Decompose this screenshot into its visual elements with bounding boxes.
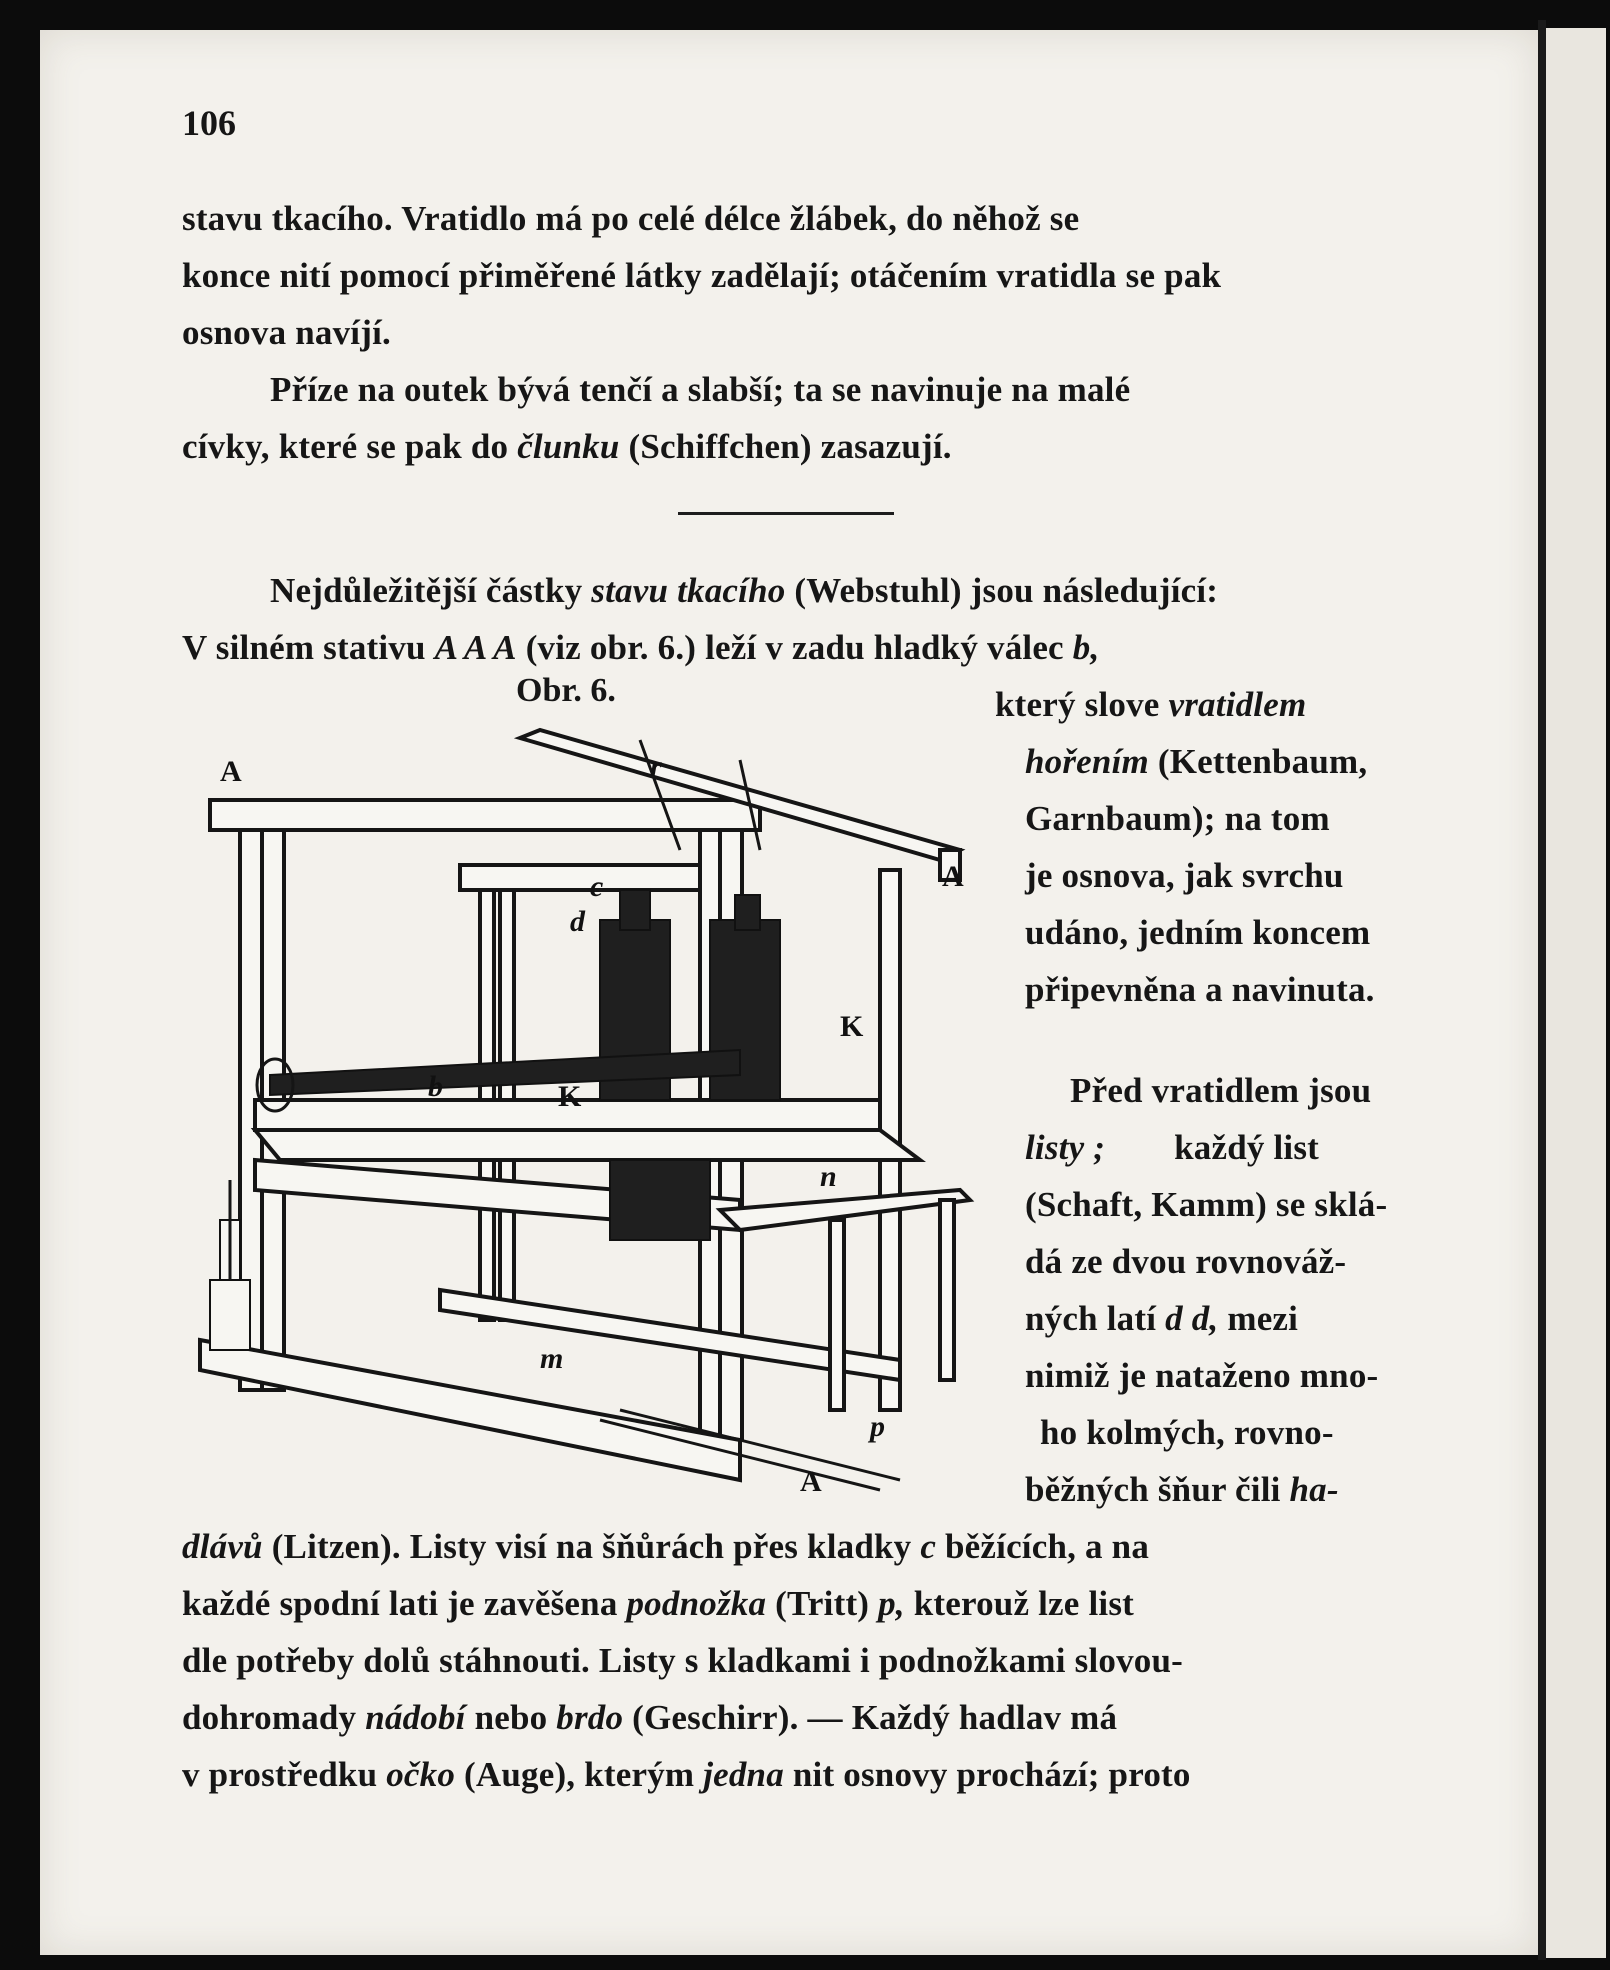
line-text: mezi xyxy=(1227,1299,1299,1338)
text-line xyxy=(1025,1233,1346,1290)
italic-term: hořením xyxy=(1025,742,1149,781)
line-text: stavu tkacího. Vratidlo má po celé délce žlábek, do něhož se xyxy=(182,199,1080,238)
text-line xyxy=(182,1632,1183,1689)
line-text: běžících, a na xyxy=(945,1527,1150,1566)
figure-label: K xyxy=(840,1010,864,1043)
text-line xyxy=(182,1575,1134,1632)
figure-label: p xyxy=(870,1410,885,1443)
italic-term: d d, xyxy=(1165,1299,1219,1338)
line-text: (Auge), kterým xyxy=(464,1755,695,1794)
line-text: Příze na outek bývá tenčí a slabší; ta se navinuje na malé xyxy=(270,370,1131,409)
line-text: nit osnovy prochází; proto xyxy=(792,1755,1191,1794)
line-text: (Schiffchen) zasazují. xyxy=(628,427,952,466)
figure-caption: Obr. 6. xyxy=(516,672,616,709)
figure-label: r xyxy=(650,750,662,783)
line-text: Před vratidlem jsou xyxy=(1070,1071,1372,1110)
text-line xyxy=(270,562,1218,619)
text-line xyxy=(1025,1461,1339,1518)
line-text: (Schaft, Kamm) se sklá- xyxy=(1025,1185,1388,1224)
line-text: Garnbaum); na tom xyxy=(1025,799,1330,838)
text-line xyxy=(1025,1176,1387,1233)
line-text: nebo xyxy=(474,1698,548,1737)
italic-term: c xyxy=(920,1527,937,1566)
page-number: 106 xyxy=(182,103,236,143)
text-line xyxy=(182,1689,1117,1746)
line-text: dá ze dvou rovnováž- xyxy=(1025,1242,1347,1281)
next-page-edge xyxy=(1546,28,1606,1958)
italic-term: A A A xyxy=(434,628,517,667)
line-text: Nejdůležitější částky xyxy=(270,571,583,610)
figure-label: A xyxy=(942,860,964,893)
italic-term: nádobí xyxy=(365,1698,466,1737)
line-text: (Tritt) xyxy=(775,1584,870,1623)
figure-label: A xyxy=(220,755,242,788)
line-text: osnova navíjí. xyxy=(182,313,391,352)
line-text: dohromady xyxy=(182,1698,357,1737)
line-text: konce nití pomocí přiměřené látky zadělají; otáčením vratidla se pak xyxy=(182,256,1222,295)
italic-term: brdo xyxy=(556,1698,624,1737)
text-line xyxy=(1025,1347,1378,1404)
figure-label: A xyxy=(800,1465,822,1498)
line-text: běžných šňur čili xyxy=(1025,1470,1281,1509)
text-line xyxy=(1070,1062,1371,1119)
line-text: nimiž je nataženo mno- xyxy=(1025,1356,1379,1395)
line-text: kterouž lze list xyxy=(913,1584,1134,1623)
text-line xyxy=(1025,961,1375,1018)
text-line xyxy=(1025,790,1330,847)
italic-term: ha- xyxy=(1289,1470,1339,1509)
text-line xyxy=(1025,733,1367,790)
text-line xyxy=(995,676,1306,733)
line-text: (viz obr. 6.) leží v zadu hladký válec xyxy=(525,628,1064,667)
line-text: V silném stativu xyxy=(182,628,426,667)
text-line xyxy=(1025,904,1370,961)
line-text: který slove xyxy=(995,685,1160,724)
figure-label: c xyxy=(590,870,604,903)
line-text: je osnova, jak svrchu xyxy=(1025,856,1344,895)
text-line xyxy=(182,190,1404,247)
loom-drawing xyxy=(180,720,980,1510)
italic-term: vratidlem xyxy=(1168,685,1307,724)
line-text: dle potřeby dolů stáhnouti. Listy s kladkami i podnožkami slovou- xyxy=(182,1641,1184,1680)
text-line xyxy=(182,304,391,361)
text-line xyxy=(1025,1290,1298,1347)
italic-term: listy ; xyxy=(1025,1128,1106,1167)
figure-label: n xyxy=(820,1160,837,1193)
italic-term: očko xyxy=(386,1755,456,1794)
line-text: cívky, které se pak do xyxy=(182,427,509,466)
line-text: ných latí xyxy=(1025,1299,1157,1338)
line-text: ho kolmých, rovno- xyxy=(1040,1413,1334,1452)
figure-label: m xyxy=(540,1342,564,1375)
text-line xyxy=(182,1746,1191,1803)
italic-term: člunku xyxy=(517,427,620,466)
italic-term: stavu tkacího xyxy=(591,571,786,610)
text-line xyxy=(182,418,952,475)
line-text: (Kettenbaum, xyxy=(1157,742,1368,781)
line-text: připevněna a navinuta. xyxy=(1025,970,1375,1009)
italic-term: p, xyxy=(878,1584,905,1623)
text-line xyxy=(1025,847,1344,904)
line-text: (Webstuhl) jsou následující: xyxy=(794,571,1219,610)
line-text: každý list xyxy=(1174,1128,1320,1167)
italic-term: podnožka xyxy=(626,1584,767,1623)
text-line xyxy=(182,1518,1149,1575)
text-line xyxy=(182,619,1099,676)
page-gutter xyxy=(1538,20,1546,1960)
text-line xyxy=(1040,1404,1334,1461)
italic-term: jedna xyxy=(703,1755,784,1794)
section-divider xyxy=(678,512,894,515)
line-text: (Geschirr). — Každý hadlav má xyxy=(632,1698,1118,1737)
line-text: (Litzen). Listy visí na šňůrách přes kladky xyxy=(271,1527,912,1566)
line-text: v prostředku xyxy=(182,1755,378,1794)
italic-term: b, xyxy=(1072,628,1100,667)
figure-label: d xyxy=(570,905,585,938)
text-line xyxy=(1025,1119,1319,1176)
italic-term: dlávů xyxy=(182,1527,263,1566)
line-text: každé spodní lati je zavěšena xyxy=(182,1584,618,1623)
loom-illustration xyxy=(180,720,980,1510)
figure-label: K xyxy=(558,1080,582,1113)
text-line xyxy=(182,247,1404,304)
figure-label: b xyxy=(428,1070,443,1103)
text-line xyxy=(270,361,1404,418)
line-text: udáno, jedním koncem xyxy=(1025,913,1371,952)
